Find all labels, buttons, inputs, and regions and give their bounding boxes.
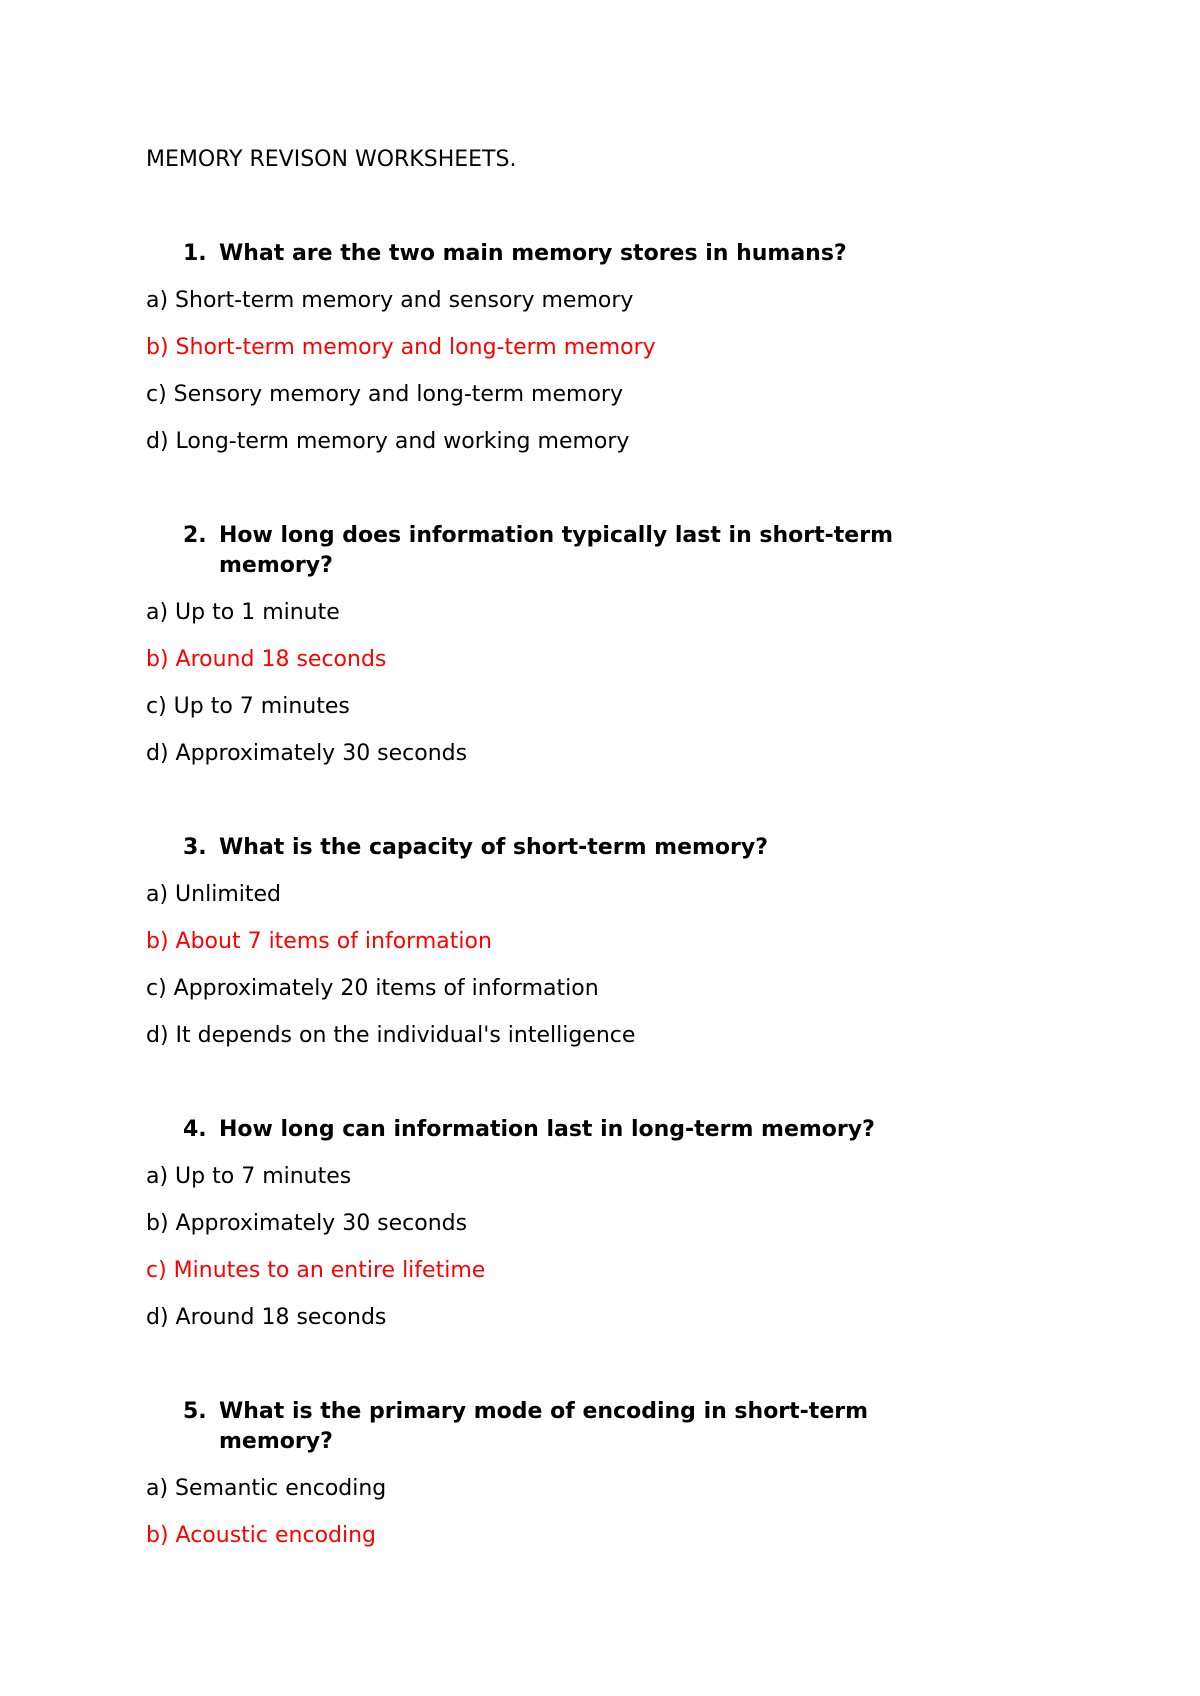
answer-option: a) Up to 7 minutes bbox=[146, 1164, 352, 1189]
question-number: 4. bbox=[183, 1117, 207, 1142]
answer-option: d) Approximately 30 seconds bbox=[146, 741, 468, 766]
question-number: 5. bbox=[183, 1399, 207, 1424]
question-number: 2. bbox=[183, 523, 207, 548]
question-2 bbox=[183, 521, 983, 581]
question-1 bbox=[183, 239, 983, 269]
worksheet-title: MEMORY REVISON WORKSHEETS. bbox=[146, 147, 517, 172]
answer-option: a) Up to 1 minute bbox=[146, 600, 340, 625]
question-5 bbox=[183, 1397, 983, 1457]
question-3 bbox=[183, 833, 983, 863]
question-text: What is the capacity of short-term memory? bbox=[219, 835, 769, 860]
question-4 bbox=[183, 1115, 983, 1145]
correct-answer-option: b) Around 18 seconds bbox=[146, 647, 387, 672]
answer-option: d) Around 18 seconds bbox=[146, 1305, 387, 1330]
correct-answer-option: c) Minutes to an entire lifetime bbox=[146, 1258, 486, 1283]
correct-answer-option: b) Acoustic encoding bbox=[146, 1523, 377, 1548]
question-text: What is the primary mode of encoding in short-term memory? bbox=[219, 1399, 869, 1454]
answer-option: c) Up to 7 minutes bbox=[146, 694, 350, 719]
question-text: What are the two main memory stores in humans? bbox=[219, 241, 847, 266]
answer-option: a) Unlimited bbox=[146, 882, 281, 907]
answer-option: d) Long-term memory and working memory bbox=[146, 429, 630, 454]
answer-option: a) Semantic encoding bbox=[146, 1476, 387, 1501]
correct-answer-option: b) About 7 items of information bbox=[146, 929, 492, 954]
question-number: 3. bbox=[183, 835, 207, 860]
question-number: 1. bbox=[183, 241, 207, 266]
question-text: How long does information typically last in short-term memory? bbox=[219, 523, 893, 578]
answer-option: c) Approximately 20 items of information bbox=[146, 976, 599, 1001]
answer-option: c) Sensory memory and long-term memory bbox=[146, 382, 623, 407]
answer-option: a) Short-term memory and sensory memory bbox=[146, 288, 634, 313]
question-text: How long can information last in long-term memory? bbox=[219, 1117, 875, 1142]
answer-option: b) Approximately 30 seconds bbox=[146, 1211, 468, 1236]
correct-answer-option: b) Short-term memory and long-term memory bbox=[146, 335, 656, 360]
answer-option: d) It depends on the individual's intelligence bbox=[146, 1023, 636, 1048]
